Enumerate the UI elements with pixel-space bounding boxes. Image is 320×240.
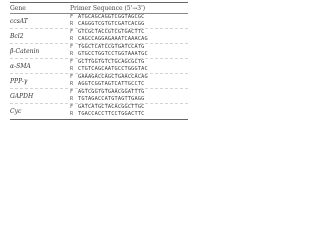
reverse-primer-line [70, 81, 188, 88]
forward-primer-sequence: AGTCGGTGTGAACGGATTTG [78, 89, 145, 95]
forward-primer-direction-label: F [70, 14, 74, 20]
forward-primer-line [70, 14, 188, 21]
forward-primer-direction-label: F [70, 89, 74, 95]
primer-table [0, 2, 194, 156]
reverse-primer-sequence: TGACCACCTTCCTGGACTTC [78, 111, 145, 117]
reverse-primer-direction-label: R [70, 51, 74, 57]
primer-sequences-cell [70, 29, 188, 43]
reverse-primer-line [70, 66, 188, 73]
forward-primer-sequence: TGGCTCATCCGTGATCCATG [78, 44, 145, 50]
reverse-primer-direction-label: R [70, 111, 74, 117]
forward-primer-sequence: GCTTGGTGTCTGCAGCGCTG [78, 59, 145, 65]
reverse-primer-direction-label: R [70, 96, 74, 102]
table-row [10, 29, 188, 44]
forward-primer-line [70, 59, 188, 66]
gene-column-header: Gene [10, 4, 26, 12]
reverse-primer-direction-label: R [70, 81, 74, 87]
reverse-primer-sequence: CAGGGTCGTGTCGATCACGG [78, 21, 145, 27]
primer-sequences-cell [70, 89, 188, 103]
table-row [10, 104, 188, 118]
primer-sequences-cell [70, 59, 188, 73]
table-row [10, 74, 188, 89]
reverse-primer-direction-label: R [70, 66, 74, 72]
forward-primer-line [70, 74, 188, 81]
table-body [10, 14, 188, 118]
reverse-primer-direction-label: R [70, 36, 74, 42]
reverse-primer-sequence: AGGTCGGTAGTCATTGCCTC [78, 81, 145, 87]
gene-name-cell: Cyc [10, 107, 22, 115]
forward-primer-direction-label: F [70, 104, 74, 110]
reverse-primer-line [70, 111, 188, 118]
reverse-primer-line [70, 21, 188, 28]
forward-primer-sequence: ATGCAGCAGGTCGGTAGCGC [78, 14, 145, 20]
table-bottom-rule [10, 119, 188, 120]
reverse-primer-direction-label: R [70, 21, 74, 27]
forward-primer-line [70, 89, 188, 96]
forward-primer-sequence: GTCGCTACCGTCGTGACTTC [78, 29, 145, 35]
table-row [10, 44, 188, 59]
gene-name-cell: PPP-γ [10, 77, 28, 85]
forward-primer-line [70, 29, 188, 36]
table-row [10, 59, 188, 74]
forward-primer-line [70, 104, 188, 111]
primer-sequences-cell [70, 104, 188, 118]
reverse-primer-line [70, 96, 188, 103]
forward-primer-line [70, 44, 188, 51]
reverse-primer-sequence: CAGCCAGGAGAAATCAAACAG [78, 36, 148, 42]
forward-primer-direction-label: F [70, 74, 74, 80]
forward-primer-direction-label: F [70, 29, 74, 35]
reverse-primer-line [70, 36, 188, 43]
forward-primer-sequence: GATCATGCTACACGGCTTGC [78, 104, 145, 110]
reverse-primer-sequence: CTGTCAGCAATGCCTGGGTAC [78, 66, 148, 72]
primer-sequences-cell [70, 14, 188, 28]
gene-name-cell: Bcl2 [10, 32, 24, 40]
primer-sequences-cell [70, 44, 188, 58]
gene-name-cell: α-SMA [10, 62, 31, 70]
table-row [10, 14, 188, 29]
reverse-primer-sequence: GTGCCTGGTCCTGGTAAATGC [78, 51, 148, 57]
table-row [10, 89, 188, 104]
gene-name-cell: β-Catenin [10, 47, 40, 55]
forward-primer-direction-label: F [70, 59, 74, 65]
primer-column-header: Primer Sequence (5'→3') [70, 4, 146, 12]
forward-primer-sequence: GAAAGACCAGCTGAACCACAG [78, 74, 148, 80]
gene-name-cell: ccsAT [10, 17, 28, 25]
forward-primer-direction-label: F [70, 44, 74, 50]
primer-sequences-cell [70, 74, 188, 88]
table-header-row [10, 3, 188, 13]
gene-name-cell: GAPDH [10, 92, 34, 100]
reverse-primer-sequence: TGTAGACCATGTAGTTGAGG [78, 96, 145, 102]
reverse-primer-line [70, 51, 188, 58]
